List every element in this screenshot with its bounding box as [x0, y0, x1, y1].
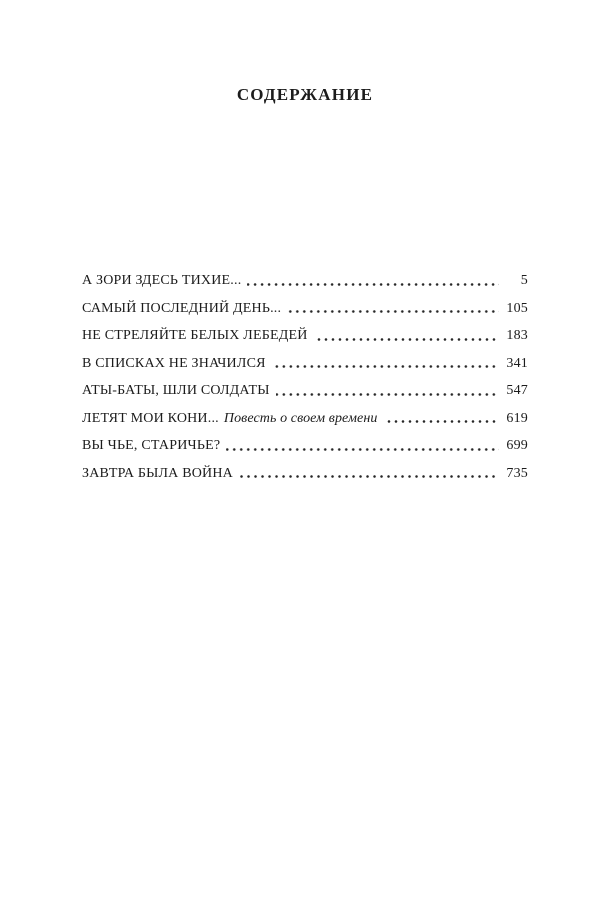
toc-entry-page: 699	[506, 438, 528, 454]
toc-entry-page: 619	[506, 410, 528, 426]
table-of-contents	[82, 262, 528, 482]
toc-entry	[82, 262, 528, 290]
toc-entry	[82, 372, 528, 400]
toc-entry	[82, 427, 528, 455]
toc-entry	[82, 345, 528, 373]
toc-entry	[82, 317, 528, 345]
page-title: СОДЕРЖАНИЕ	[236, 85, 374, 104]
toc-entry-page: 735	[506, 465, 528, 481]
dot-leader	[276, 393, 499, 396]
toc-entry-title: ВЫ ЧЬЕ, СТАРИЧЬЕ?	[82, 438, 221, 454]
toc-entry	[82, 455, 528, 483]
toc-entry-title: ЗАВТРА БЫЛА ВОЙНА	[82, 465, 233, 481]
dot-leader	[287, 310, 499, 313]
toc-entry	[82, 400, 528, 428]
toc-entry-page: 341	[506, 355, 528, 371]
dot-leader	[314, 338, 499, 341]
dot-leader	[272, 365, 499, 368]
toc-entry-page: 547	[506, 383, 528, 399]
toc-entry-page: 183	[506, 328, 528, 344]
toc-entry-title: НЕ СТРЕЛЯЙТЕ БЕЛЫХ ЛЕБЕДЕЙ	[82, 328, 308, 344]
toc-entry-title: САМЫЙ ПОСЛЕДНИЙ ДЕНЬ...	[82, 300, 282, 316]
toc-entry-page: 5	[520, 273, 528, 289]
toc-entry-title: В СПИСКАХ НЕ ЗНАЧИЛСЯ	[82, 355, 266, 371]
dot-leader	[384, 420, 499, 423]
toc-entry	[82, 290, 528, 318]
toc-entry-title: А ЗОРИ ЗДЕСЬ ТИХИЕ...	[82, 273, 242, 289]
toc-entry-title: ЛЕТЯТ МОИ КОНИ...	[82, 410, 219, 426]
toc-entry-title: АТЫ-БАТЫ, ШЛИ СОЛДАТЫ	[82, 383, 270, 399]
dot-leader	[247, 283, 499, 286]
toc-entry-page: 105	[506, 300, 528, 316]
dot-leader	[239, 475, 499, 478]
dot-leader	[226, 448, 499, 451]
toc-entry-subtitle: Повесть о своем времени	[223, 410, 378, 426]
